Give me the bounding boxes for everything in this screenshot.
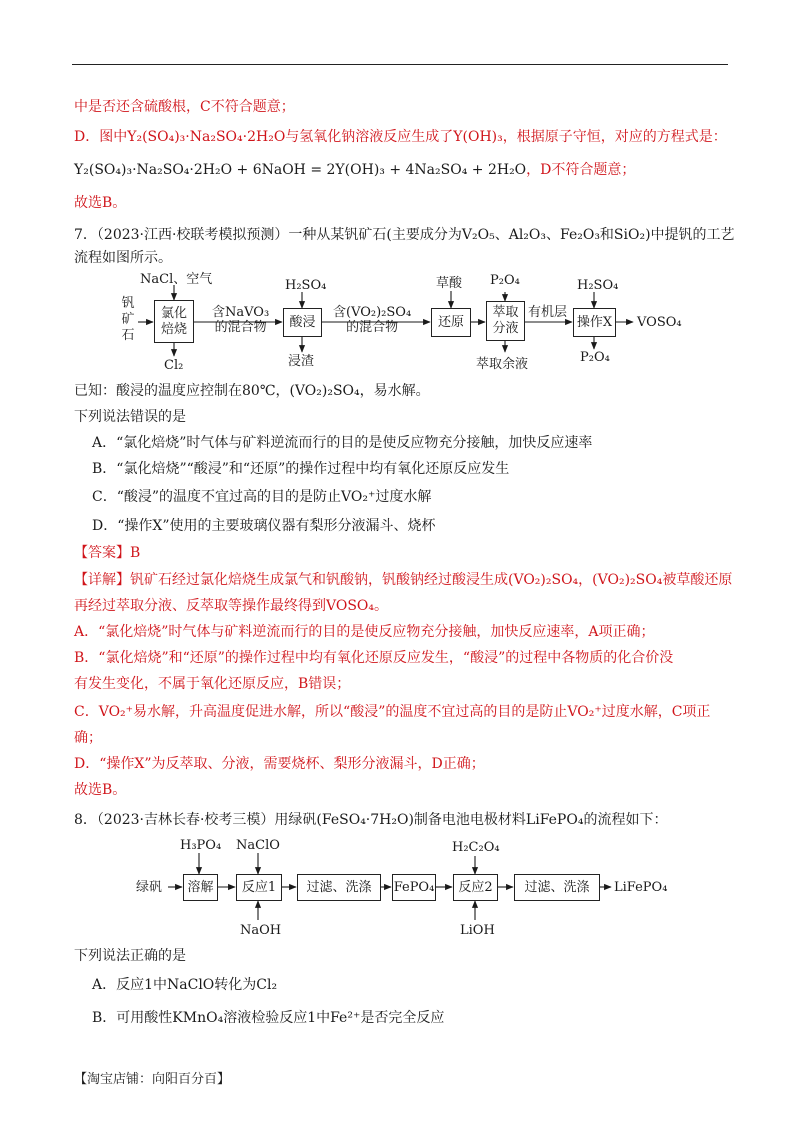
question-8-stem: 8．（2023·吉林长春·校考三模）用绿矾(FeSO₄·7H₂O)制备电池电极材料LiFePO₄的流程如下： [74,812,668,828]
box-filter-wash-2: 过滤、洗涤 [514,874,600,901]
box-fepo4: FePO₄ [392,874,436,901]
option-b: B．“氯化焙烧”“酸浸”和“还原”的操作过程中均有氧化还原反应发生 [92,461,510,477]
start-material-label: 绿矾 [136,880,163,895]
option-b: B．可用酸性KMnO₄溶液检验反应1中Fe²⁺是否完全反应 [92,1010,445,1026]
box-operation-x: 操作X [573,308,616,337]
ore-label: 钒 矿 石 [121,296,135,343]
feed-label: NaCl、空气 [140,272,213,287]
lioh-label: LiOH [460,923,495,938]
box-extraction: 萃取 分液 [486,301,525,341]
detail-line: D．“操作X”为反萃取、分液，需要烧杯、梨形分液漏斗，D正确； [74,756,485,772]
organic-layer-label: 有机层 [528,305,568,320]
detail-line: B．“氯化焙烧”和“还原”的操作过程中均有氧化还原反应发生，“酸浸”的过程中各物质的化合价没 [74,650,674,666]
detail-line: 故选B。 [74,782,127,798]
p2o4-in-label: P₂O₄ [490,273,520,288]
footer-shop-label: 【淘宝店铺：向阳百分百】 [74,1072,231,1087]
box-reaction-2: 反应2 [453,874,498,901]
option-a: A．“氯化焙烧”时气体与矿料逆流而行的目的是使反应物充分接触，加快反应速率 [92,435,593,451]
text-line: 故选B。 [74,195,127,211]
text-line: D．图中Y₂(SO₄)₃·Na₂SO₄·2H₂O与氢氧化钠溶液反应生成了Y(OH)₃，根据原子守恒，对应的方程式是： [74,129,727,145]
option-a: A．反应1中NaClO转化为Cl₂ [92,977,278,993]
question-8-ask: 下列说法正确的是 [74,948,186,964]
box-acid-leach: 酸浸 [283,308,322,337]
cl2-label: Cl₂ [164,358,184,373]
p2o4-out-label: P₂O₄ [580,350,610,365]
mixture-1-label: 含NaVO₃ 的混合物 [212,305,270,335]
detail-line: 确； [74,730,102,746]
detail-line: A．“氯化焙烧”时气体与矿料逆流而行的目的是使反应物充分接触，加快反应速率，A项正确； [74,624,655,640]
question-7-ask: 下列说法错误的是 [74,409,186,425]
h2so4-2-label: H₂SO₄ [577,278,619,293]
box-dissolve: 溶解 [183,874,218,901]
h2so4-label: H₂SO₄ [285,278,327,293]
equation-note: ，D不符合题意； [526,162,636,178]
product-label: LiFePO₄ [614,880,668,895]
h3po4-label: H₃PO₄ [180,838,222,853]
option-c: C．“酸浸”的温度不宜过高的目的是防止VO₂⁺过度水解 [92,489,432,505]
naclo-label: NaClO [236,838,280,853]
question-7-stem: 7．（2023·江西·校联考模拟预测）一种从某钒矿石(主要成分为V₂O₅、Al₂O₃、Fe₂O₃和SiO₂)中提钒的工艺 [74,227,735,243]
raffinate-label: 萃取余液 [476,357,529,372]
known-condition: 已知：酸浸的温度应控制在80℃，(VO₂)₂SO₄，易水解。 [74,383,430,399]
product-label: VOSO₄ [637,315,682,330]
detail-line: 有发生变化，不属于氧化还原反应，B错误； [74,676,351,692]
naoh-label: NaOH [240,923,282,938]
box-filter-wash-1: 过滤、洗涤 [297,874,381,901]
equation-body: Y₂(SO₄)₃·Na₂SO₄·2H₂O + 6NaOH = 2Y(OH)₃ + 4Na₂SO₄ + 2H₂O [74,162,527,178]
mixture-2-label: 含(VO₂)₂SO₄ 的混合物 [333,305,412,335]
oxalic-acid-label: 草酸 [436,276,463,291]
residue-label: 浸渣 [288,354,315,369]
question-7-stem: 流程如图所示。 [74,250,172,266]
answer: 【答案】B [74,545,141,561]
box-chlorination-roasting: 氯化 焙烧 [154,300,194,343]
text-line: 中是否还含硫酸根，C不符合题意； [74,99,295,115]
h2c2o4-label: H₂C₂O₄ [452,840,500,855]
box-reduction: 还原 [431,308,471,337]
detail-line: 【详解】钒矿石经过氯化焙烧生成氯气和钒酸钠，钒酸钠经过酸浸生成(VO₂)₂SO₄，(VO₂)₂SO₄被草酸还原 [74,572,733,588]
option-d: D．“操作X”使用的主要玻璃仪器有梨形分液漏斗、烧杯 [92,518,436,534]
box-reaction-1: 反应1 [236,874,282,901]
detail-line: 再经过萃取分液、反萃取等操作最终得到VOSO₄。 [74,598,389,614]
detail-line: C．VO₂⁺易水解，升高温度促进水解，所以“酸浸”的温度不宜过高的目的是防止VO₂⁺过度水解，C项正 [74,704,711,720]
